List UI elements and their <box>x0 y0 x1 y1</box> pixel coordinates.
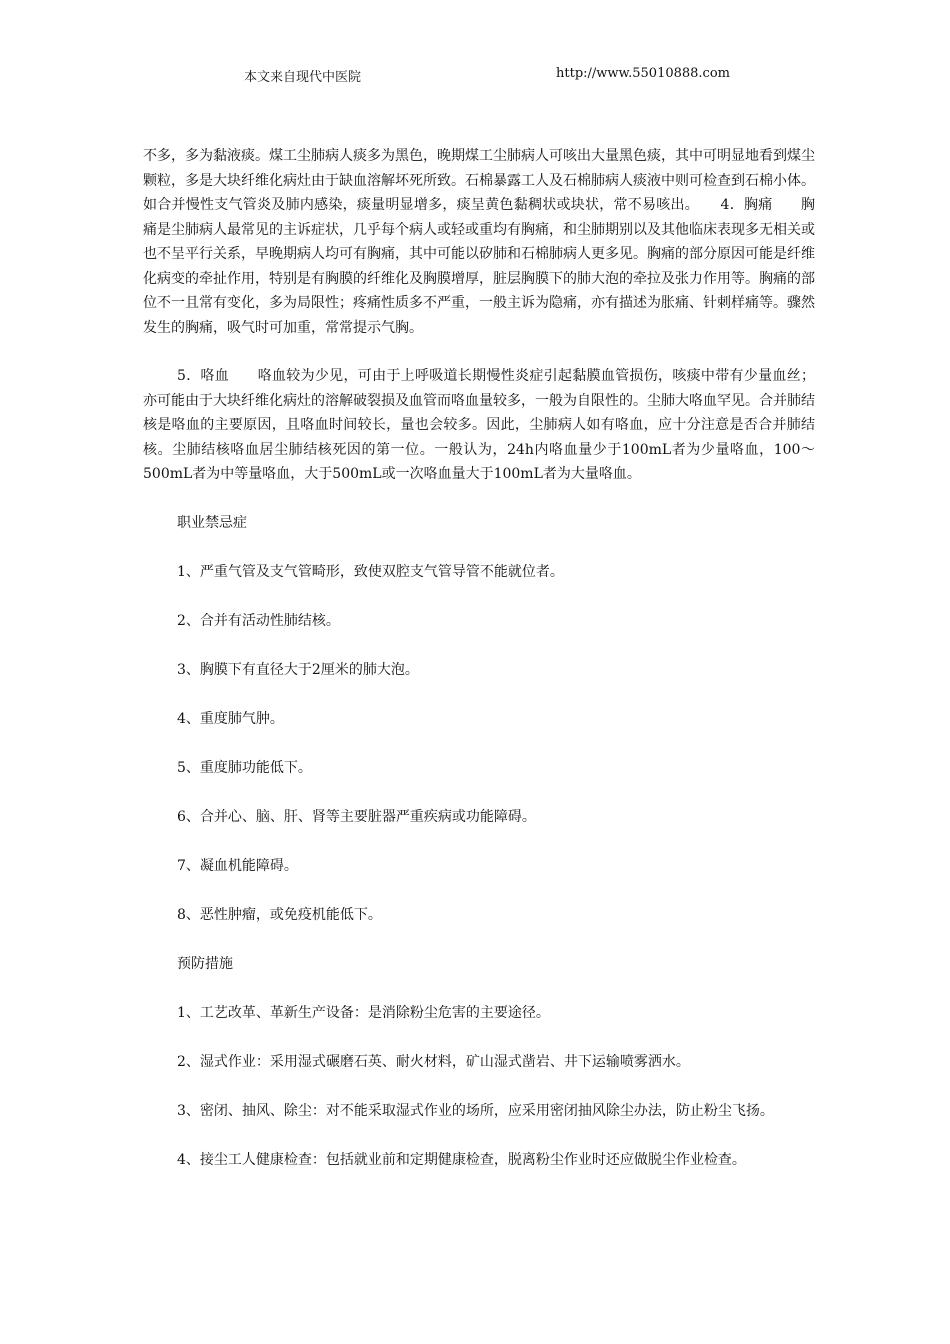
list-item: 6、合并心、脑、肝、肾等主要脏器严重疾病或功能障碍。 <box>177 809 536 825</box>
section-heading-contraindications: 职业禁忌症 <box>177 515 247 531</box>
header-source: 本文来自现代中医院 <box>244 70 362 85</box>
list-item: 4、重度肺气肿。 <box>177 711 284 727</box>
list-item: 7、凝血机能障碍。 <box>177 858 298 874</box>
paragraph-sputum-chest-pain: 不多，多为黏液痰。煤工尘肺病人痰多为黑色，晚期煤工尘肺病人可咳出大量黑色痰，其中可明显地看到煤尘颗粒，多是大块纤维化病灶由于缺血溶解坏死所致。石棉暴露工人及石棉肺病人痰液中则可检查到石棉小体。如合并慢性支气管炎及肺内感染，痰量明显增多，痰呈黄色黏稠状或块状，常不易咳出。 4．胸痛 胸痛是尘肺病人最常见的主诉症状，几乎每个病人或轻或重均有胸痛，和尘肺期别以及其他临床表现多无相关或也不呈平行关系，早晚期病人均可有胸痛，其中可能以矽肺和石棉肺病人更多见。胸痛的部分原因可能是纤维化病变的牵扯作用，特别是有胸膜的纤维化及胸膜增厚，脏层胸膜下的肺大泡的牵拉及张力作用等。胸痛的部位不一且常有变化，多为局限性；疼痛性质多不严重，一般主诉为隐痛，亦有描述为胀痛、针刺样痛等。骤然发生的胸痛，吸气时可加重，常常提示气胸。 <box>143 148 815 336</box>
page-header <box>0 66 950 86</box>
list-item: 3、胸膜下有直径大于2厘米的肺大泡。 <box>177 662 419 678</box>
document-body <box>143 144 815 1173</box>
list-item: 1、工艺改革、革新生产设备：是消除粉尘危害的主要途径。 <box>177 1005 550 1021</box>
section-heading-prevention: 预防措施 <box>177 956 233 972</box>
paragraph-hemoptysis: 5．咯血 咯血较为少见，可由于上呼吸道长期慢性炎症引起黏膜血管损伤，咳痰中带有少量血丝；亦可能由于大块纤维化病灶的溶解破裂损及血管而咯血量较多，一般为自限性的。尘肺大咯血罕见。合并肺结核是咯血的主要原因，且咯血时间较长，量也会较多。因此，尘肺病人如有咯血，应十分注意是否合并肺结核。尘肺结核咯血居尘肺结核死因的第一位。一般认为，24h内咯血量少于100mL者为少量咯血，100～500mL者为中等量咯血，大于500mL或一次咯血量大于100mL者为大量咯血。 <box>143 368 815 482</box>
list-item: 2、湿式作业：采用湿式碾磨石英、耐火材料，矿山湿式凿岩、井下运输喷雾洒水。 <box>177 1054 690 1070</box>
list-item: 4、接尘工人健康检查：包括就业前和定期健康检查，脱离粉尘作业时还应做脱尘作业检查。 <box>177 1152 746 1168</box>
list-item: 1、严重气管及支气管畸形，致使双腔支气管导管不能就位者。 <box>177 564 564 580</box>
list-item: 3、密闭、抽风、除尘：对不能采取湿式作业的场所，应采用密闭抽风除尘办法，防止粉尘飞扬。 <box>177 1103 774 1119</box>
list-item: 5、重度肺功能低下。 <box>177 760 312 776</box>
list-item: 8、恶性肿瘤，或免疫机能低下。 <box>177 907 382 923</box>
header-url: http://www.55010888.com <box>556 66 730 81</box>
list-item: 2、合并有活动性肺结核。 <box>177 613 340 629</box>
